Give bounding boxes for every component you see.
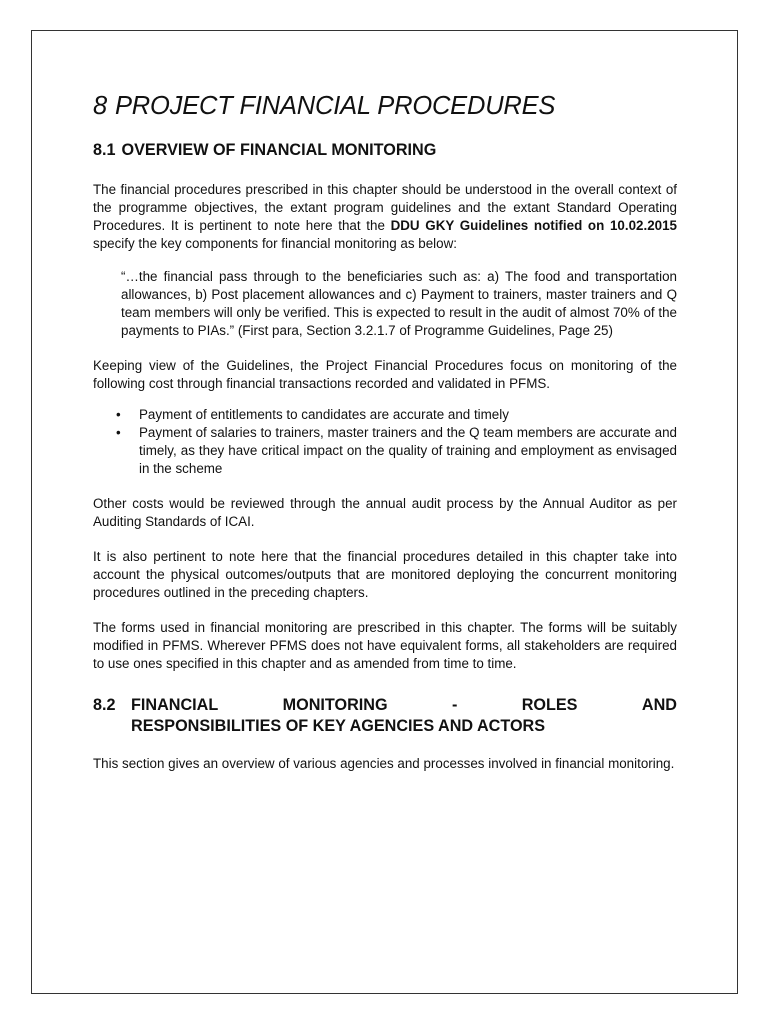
title-word: FINANCIAL [131, 696, 219, 714]
section-title [131, 695, 677, 737]
other-costs-paragraph: Other costs would be reviewed through the annual audit process by the Annual Auditor as per Auditing Standards of ICAI. [93, 496, 677, 529]
list-item [93, 406, 677, 424]
section-heading-8-1 [93, 141, 677, 160]
bullet-icon: • [116, 407, 121, 422]
chapter-title-text: PROJECT FINANCIAL PROCEDURES [114, 92, 556, 120]
section-overview-paragraph: This section gives an overview of various agencies and processes involved in financial monitoring. [93, 756, 675, 771]
title-word: MONITORING [282, 696, 388, 714]
guidelines-reference: DDU GKY Guidelines notified on 10.02.2015 [390, 218, 677, 233]
document-body [93, 92, 677, 790]
intro-text: The financial procedures prescribed in this chapter should be understood in the overall context of the programme objectives, the extant program guidelines and the extant Standard Operating Procedures. It is pertinent to note here that the [93, 182, 677, 233]
list-item-text: Payment of entitlements to candidates are accurate and timely [139, 407, 509, 422]
guidelines-quote: “…the financial pass through to the beneficiaries such as: a) The food and transportation allowances, b) Post placement allowances and c) Payment to trainers, master trainers and Q team members will only be verified. This is expected to result in the audit of almost 70% of the payments to PIAs.” (First para, Section 3.2.1.7 of Programme Guidelines, Page 25) [121, 269, 677, 338]
bullet-list [93, 406, 677, 478]
section-title: OVERVIEW OF FINANCIAL MONITORING [121, 141, 437, 159]
chapter-number: 8 [93, 92, 107, 120]
list-item [93, 424, 677, 478]
title-word: ROLES [521, 696, 578, 714]
chapter-title [93, 92, 677, 121]
list-item-text: Payment of salaries to trainers, master trainers and the Q team members are accurate and timely, as they have critical impact on the quality of training and employment as envisaged in the scheme [139, 425, 677, 476]
intro-paragraph [93, 181, 677, 253]
section-title-line-2: RESPONSIBILITIES OF KEY AGENCIES AND ACTORS [131, 717, 546, 735]
pertinent-note-paragraph: It is also pertinent to note here that the financial procedures detailed in this chapter take into account the physical outcomes/outputs that are monitored deploying the concurrent monitoring procedures outlined in the preceding chapters. [93, 549, 677, 600]
guidelines-focus-paragraph: Keeping view of the Guidelines, the Project Financial Procedures focus on monitoring of the following cost through financial transactions recorded and validated in PFMS. [93, 358, 677, 391]
intro-text-end: specify the key components for financial monitoring as below: [93, 236, 457, 251]
bullet-icon: • [116, 425, 121, 440]
title-word: - [451, 696, 458, 714]
section-title-line-1 [131, 695, 677, 716]
section-number: 8.2 [93, 696, 116, 714]
forms-paragraph: The forms used in financial monitoring are prescribed in this chapter. The forms will be suitably modified in PFMS. Wherever PFMS does not have equivalent forms, all stakeholders are required to use ones specified in this chapter and as amended from time to time. [93, 620, 677, 671]
title-word: AND [641, 696, 677, 714]
section-heading-8-2 [93, 695, 677, 737]
section-number: 8.1 [93, 141, 116, 159]
